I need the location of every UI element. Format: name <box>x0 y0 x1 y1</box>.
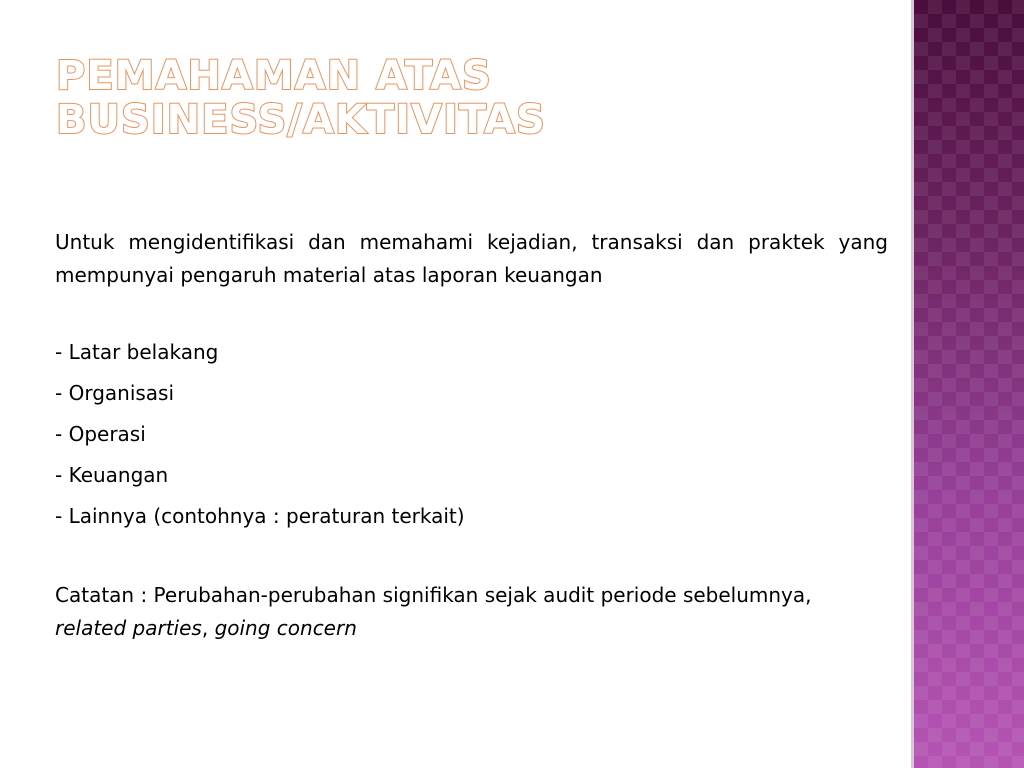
list-item-organisasi: - Organisasi <box>55 381 175 405</box>
slide-title <box>56 54 546 142</box>
slide-title-line-1: PEMAHAMAN ATAS <box>56 53 492 99</box>
note-paragraph <box>55 579 888 645</box>
note-separator: , <box>201 616 215 640</box>
list-item-keuangan: - Keuangan <box>55 463 169 487</box>
slide-body <box>55 226 888 645</box>
decorative-side-panel <box>911 0 1024 768</box>
list-item-lainnya: - Lainnya (contohnya : peraturan terkait) <box>55 504 465 528</box>
list-item-operasi: - Operasi <box>55 422 146 446</box>
list-item-latar-belakang: - Latar belakang <box>55 340 219 364</box>
slide-title-line-2: BUSINESS/AKTIVITAS <box>56 97 546 143</box>
note-term-going-concern: going concern <box>214 616 357 640</box>
note-term-related-parties: related parties <box>55 616 202 640</box>
aspect-list <box>55 332 888 537</box>
intro-paragraph: Untuk mengidentifikasi dan memahami kejadian, transaksi dan praktek yang mempunyai pengaruh material atas laporan keuangan <box>55 230 888 287</box>
note-text: Catatan : Perubahan-perubahan signifikan sejak audit periode sebelumnya, <box>55 583 812 607</box>
